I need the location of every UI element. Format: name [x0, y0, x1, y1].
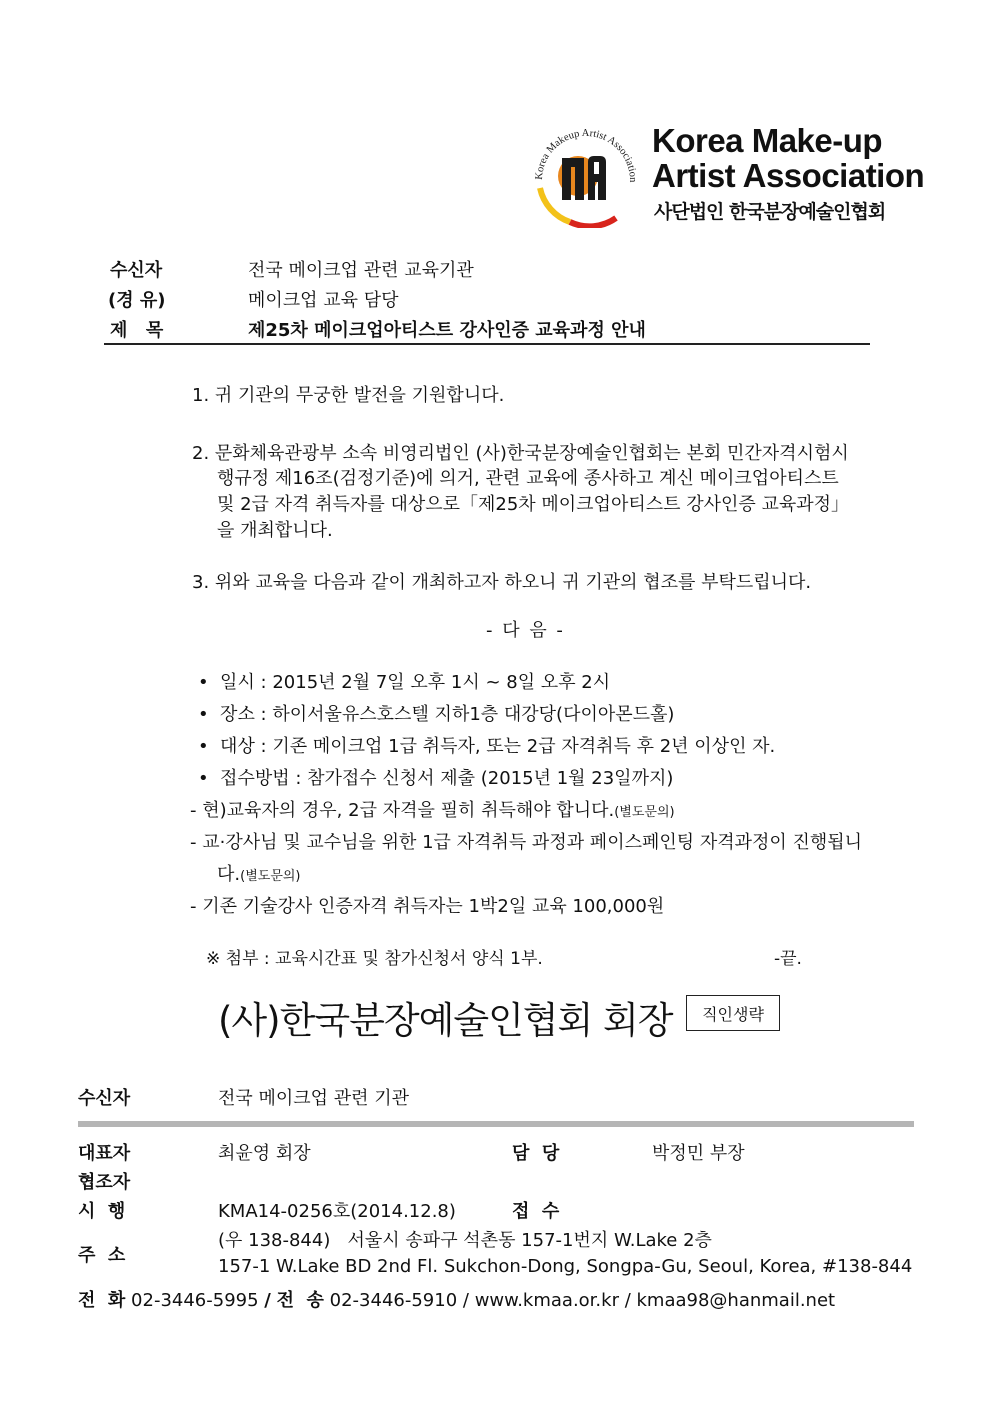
- note-2-text: 다.: [217, 864, 241, 885]
- logo-ring-text: Korea Makeup Artist Association: [533, 127, 639, 183]
- recipient-label: 수신자: [110, 260, 163, 281]
- note-1-text: - 현)교육자의 경우, 2급 자격을 필히 취득해야 합니다.: [190, 800, 615, 821]
- note-2-line-2: [217, 860, 301, 886]
- kmaa-logo-icon: [526, 118, 646, 228]
- contact-separator: /: [264, 1290, 271, 1311]
- bullet-date: • 일시 : 2015년 2월 7일 오후 1시 ~ 8일 오후 2시: [198, 672, 611, 693]
- manager-value: 박정민 부장: [652, 1143, 745, 1164]
- manager-label: 담 당: [512, 1143, 560, 1164]
- paragraph-2-line-1: 2. 문화체육관광부 소속 비영리법인 (사)한국분장예술인협회는 본회 민간자격시험시: [192, 443, 849, 464]
- paragraph-2-line-4: 을 개최합니다.: [217, 520, 333, 541]
- bullet-target: • 대상 : 기존 메이크업 1급 취득자, 또는 2급 자격취득 후 2년 이상인 자.: [198, 736, 776, 757]
- stamp-label: 직인생략: [702, 1004, 764, 1024]
- issue-label: 시 행: [78, 1201, 126, 1222]
- paragraph-3: 3. 위와 교육을 다음과 같이 개최하고자 하오니 귀 기관의 협조를 부탁드립니다.: [192, 572, 812, 593]
- paragraph-2-line-2: 행규정 제16조(검정기준)에 의거, 관련 교육에 종사하고 계신 메이크업아티스트: [217, 468, 839, 489]
- fax-value: 02-3446-5910: [329, 1290, 458, 1311]
- footer-recipient-label: 수신자: [78, 1088, 131, 1109]
- address-en: 157-1 W.Lake BD 2nd Fl. Sukchon-Dong, Songpa-Gu, Seoul, Korea, #138-844: [218, 1256, 913, 1277]
- subject-label: 제 목: [110, 320, 166, 341]
- footer-rule: [78, 1121, 914, 1127]
- paragraph-2-line-3: 및 2급 자격 취득자를 대상으로「제25차 메이크업아티스트 강사인증 교육과정」: [217, 494, 850, 515]
- end-mark: -끝.: [774, 949, 802, 969]
- signature-title: (사)한국분장예술인협회 회장: [218, 999, 673, 1042]
- phone-value: 02-3446-5995: [131, 1290, 259, 1311]
- org-name-ko: 사단법인 한국분장예술인협회: [654, 201, 886, 223]
- representative-value: 최윤영 회장: [218, 1143, 311, 1164]
- address-ko: (우 138-844) 서울시 송파구 석촌동 157-1번지 W.Lake 2층: [218, 1230, 712, 1251]
- logo-red-arc: [570, 218, 616, 226]
- bullet-venue: • 장소 : 하이서울유스호스텔 지하1층 대강당(다이아몬드홀): [198, 704, 675, 725]
- phone-label: 전 화: [78, 1290, 126, 1311]
- note-2-line-1: - 교·강사님 및 교수님을 위한 1급 자격취득 과정과 페이스페인팅 자격과정이 진행됩니: [190, 832, 863, 853]
- via-value: 메이크업 교육 담당: [248, 290, 399, 311]
- receipt-label: 접 수: [512, 1201, 560, 1222]
- address-label: 주 소: [78, 1245, 126, 1266]
- note-3: - 기존 기술강사 인증자격 취득자는 1박2일 교육 100,000원: [190, 896, 665, 917]
- web-email: / www.kmaa.or.kr / kmaa98@hanmail.net: [462, 1290, 836, 1311]
- attachment: ※ 첨부 : 교육시간표 및 참가신청서 양식 1부.: [206, 949, 543, 969]
- note-1-inquiry: (별도문의): [614, 805, 675, 820]
- subject-value: 제25차 메이크업아티스트 강사인증 교육과정 안내: [248, 320, 646, 341]
- recipient-value: 전국 메이크업 관련 교육기관: [248, 260, 474, 281]
- stamp-omitted-box: [686, 995, 780, 1031]
- org-name-en-line1: Korea Make-up: [652, 122, 883, 159]
- cooperator-label: 협조자: [78, 1172, 131, 1193]
- org-name-en-line2: Artist Association: [652, 157, 925, 194]
- next-heading: - 다 음 -: [486, 620, 565, 641]
- bullet-registration: • 접수방법 : 참가접수 신청서 제출 (2015년 1월 23일까지): [198, 768, 674, 789]
- fax-label: 전 송: [276, 1290, 324, 1311]
- issue-value: KMA14-0256호(2014.12.8): [218, 1201, 456, 1222]
- contact-line: [78, 1286, 835, 1312]
- via-label: (경 유): [108, 290, 166, 311]
- note-2-inquiry: (별도문의): [240, 869, 301, 884]
- paragraph-1: 1. 귀 기관의 무궁한 발전을 기원합니다.: [192, 385, 505, 406]
- header-rule: [104, 343, 870, 345]
- note-1: [190, 796, 675, 822]
- footer-recipient-value: 전국 메이크업 관련 기관: [218, 1088, 410, 1109]
- representative-label: 대표자: [78, 1143, 131, 1164]
